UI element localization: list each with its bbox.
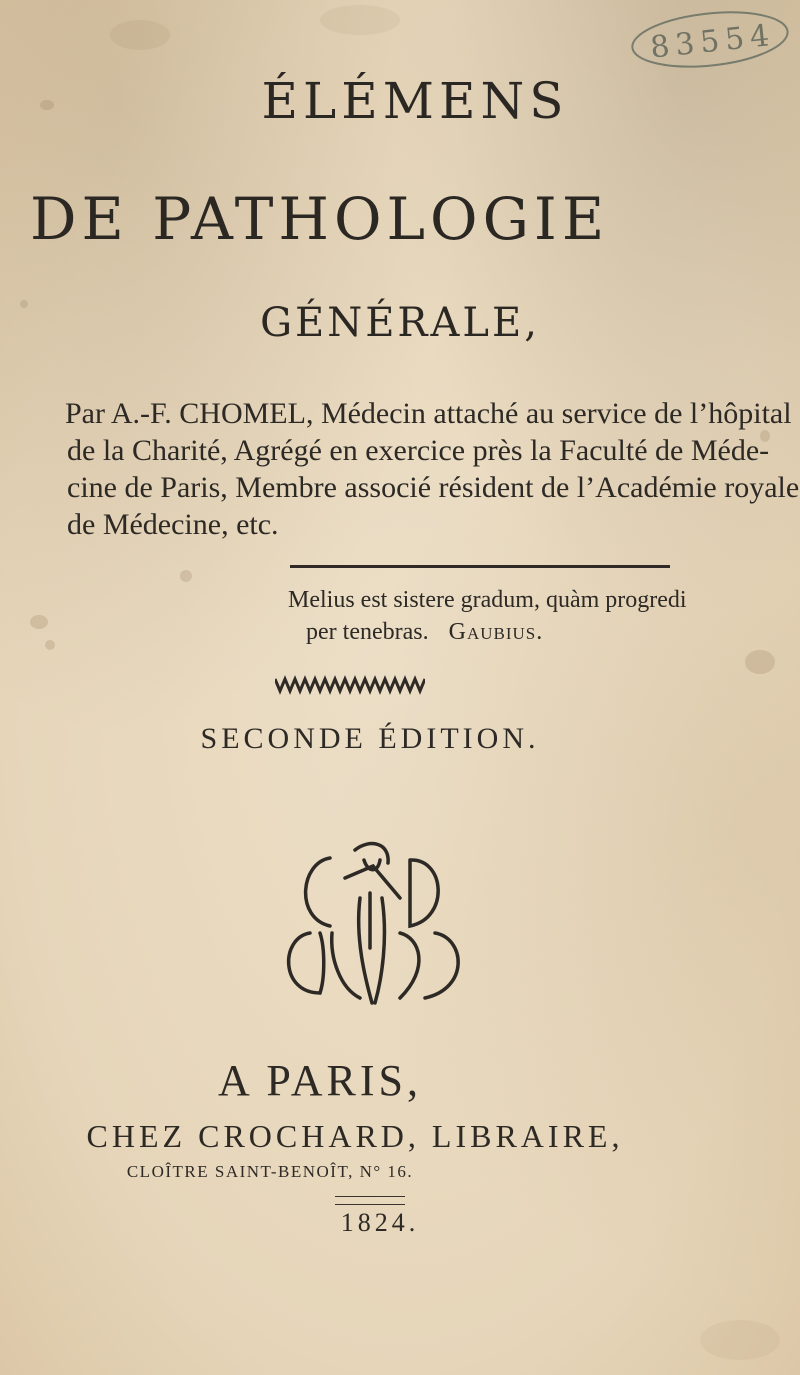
- author-line-4: de Médecine, etc.: [67, 508, 279, 541]
- epigraph-rule: [290, 565, 670, 568]
- author-block: [65, 395, 800, 543]
- svg-text:5: 5: [723, 20, 746, 58]
- foxing-spot: [180, 570, 192, 582]
- author-line-3: cine de Paris, Membre associé résident de l’Académie royale: [67, 471, 800, 504]
- printer-monogram: [260, 838, 505, 1008]
- foxing-spot: [110, 20, 170, 50]
- foxing-spot: [700, 1320, 780, 1360]
- epigraph: [288, 584, 748, 648]
- ornament-rule: [275, 675, 425, 695]
- imprint-year: 1824.: [340, 1208, 420, 1237]
- edition-statement: SECONDE ÉDITION.: [200, 722, 540, 755]
- title-line-1: ÉLÉMENS: [261, 72, 569, 130]
- imprint-publisher: CHEZ CROCHARD, LIBRAIRE,: [86, 1118, 624, 1154]
- foxing-spot: [45, 640, 55, 650]
- title-line-3: GÉNÉRALE,: [260, 300, 540, 346]
- imprint-double-rule: [335, 1196, 405, 1205]
- foxing-spot: [745, 650, 775, 674]
- foxing-spot: [320, 5, 400, 35]
- epigraph-line-1: Melius est sistere gradum, quàm progredi: [288, 587, 687, 613]
- svg-text:4: 4: [748, 18, 771, 56]
- foxing-spot: [30, 615, 48, 629]
- svg-text:5: 5: [698, 23, 722, 61]
- author-line-2: de la Charité, Agrégé en exercice près la Faculté de Méde-: [67, 434, 770, 467]
- epigraph-attribution: Gaubius.: [448, 619, 544, 645]
- epigraph-line-2: per tenebras.: [306, 619, 429, 645]
- svg-text:8: 8: [648, 28, 672, 66]
- imprint-address: CLOÎTRE SAINT-BENOÎT, N° 16.: [126, 1162, 414, 1181]
- title-line-2: DE PATHOLOGIE: [30, 185, 610, 253]
- author-line-1: Par A.-F. CHOMEL, Médecin attaché au service de l’hôpital: [65, 397, 792, 430]
- imprint-city: A PARIS,: [217, 1056, 423, 1105]
- library-stamp: [617, 1, 792, 78]
- svg-text:3: 3: [673, 26, 697, 64]
